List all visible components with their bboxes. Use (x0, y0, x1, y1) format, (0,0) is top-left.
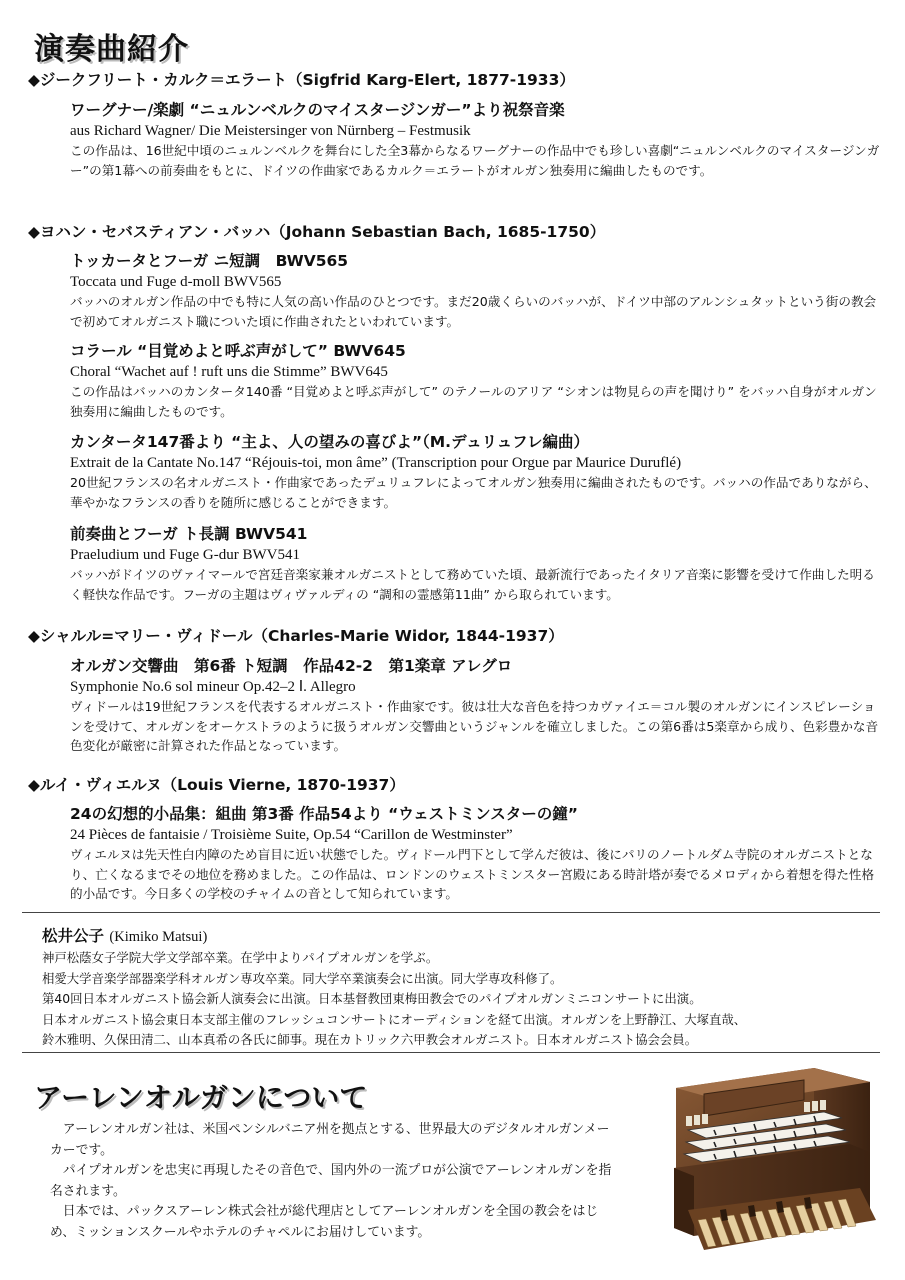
allen-paragraph: 日本では、パックスアーレン株式会社が総代理店としてアーレンオルガンを全国の教会をはじめ、ミッションスクールやホテルのチャペルにお届けしています。 (50, 1204, 599, 1240)
composer-heading: ◆シャルル=マリー・ヴィドール（Charles-Marie Widor, 1844-1937） (28, 627, 564, 645)
piece-block (70, 803, 880, 904)
piece-description: バッハのオルガン作品の中でも特に人気の高い作品のひとつです。まだ20歳くらいのバッハが、ドイツ中部のアルンシュタットという街の教会で初めてオルガニスト職についた頃に作曲されたといわれています。 (70, 294, 877, 329)
divider-line (22, 1052, 880, 1053)
composer-heading: ◆ジークフリート・カルク＝エラート（Sigfrid Karg-Elert, 1877-1933） (28, 71, 575, 89)
performer-name-en: (Kimiko Matsui) (109, 929, 208, 945)
piece-original-title: Symphonie No.6 sol mineur Op.42–2 Ⅰ. Allegro (70, 679, 356, 695)
piece-block (70, 655, 880, 756)
piece-description: この作品は、16世紀中頃のニュルンベルクを舞台にした全3幕からなるワーグナーの作品中でも珍しい喜劇“ニュルンベルクのマイスタージンガー”の第1幕への前奏曲をもとに、ドイツの作曲家であるカルク＝エラートがオルガン独奏用に編曲したものです。 (70, 143, 880, 178)
piece-title: カンタータ147番より “主よ、人の望みの喜びよ”（M.デュリュフレ編曲） (70, 433, 590, 451)
piece-original-title: 24 Pièces de fantaisie / Troisième Suite, Op.54 “Carillon de Westminster” (70, 827, 513, 843)
divider-line (22, 912, 880, 913)
page-title: 演奏曲紹介 (34, 32, 189, 67)
piece-block (70, 340, 880, 421)
performer-name-row (42, 925, 882, 948)
piece-description: バッハがドイツのヴァイマールで宮廷音楽家兼オルガニストとして務めていた頃、最新流行であったイタリア音楽に影響を受けて作曲した明るく軽快な作品です。フーガの主題はヴィヴァルディの “調和の霊感第11曲” から取られています。 (70, 567, 875, 602)
piece-description: 20世紀フランスの名オルガニスト・作曲家であったデュリュフレによってオルガン独奏用に編曲されたものです。バッハの作品でありながら、華やかなフランスの香りを随所に感じることができます。 (70, 475, 877, 510)
piece-block (70, 523, 880, 604)
allen-paragraph: アーレンオルガン社は、米国ペンシルバニア州を拠点とする、世界最大のデジタルオルガンメーカーです。 (50, 1122, 610, 1158)
piece-title: ワーグナー/楽劇 “ニュルンベルクのマイスタージンガー”より祝祭音楽 (70, 101, 565, 119)
bio-line: 神戸松蔭女子学院大学文学部卒業。在学中よりパイプオルガンを学ぶ。 (42, 950, 439, 965)
bio-line: 日本オルガニスト協会東日本支部主催のフレッシュコンサートにオーディションを経て出演。オルガンを上野静江、大塚直哉、 (42, 1011, 747, 1027)
performer-name: 松井公子 (42, 927, 105, 945)
piece-title: オルガン交響曲 第6番 ト短調 作品42-2 第1楽章 アレグロ (70, 657, 513, 675)
bio-line: 相愛大学音楽学部器楽学科オルガン専攻卒業。同大学卒業演奏会に出演。同大学専攻科修了。 (42, 970, 563, 986)
piece-original-title: Praeludium und Fuge G-dur BWV541 (70, 547, 300, 563)
bio-line: 鈴木雅明、久保田清二、山本真希の各氏に師事。現在カトリック六甲教会オルガニスト。日本オルガニスト協会会員。 (42, 1032, 698, 1047)
organ-console-image (664, 1060, 880, 1256)
piece-title: 24の幻想的小品集：組曲 第3番 作品54より “ウェストミンスターの鐘” (70, 805, 578, 823)
piece-title: トッカータとフーガ ニ短調 BWV565 (70, 252, 349, 270)
piece-original-title: Toccata und Fuge d-moll BWV565 (70, 274, 282, 290)
piece-block (70, 99, 880, 180)
allen-paragraph: パイプオルガンを忠実に再現したその音色で、国内外の一流プロが公演でアーレンオルガンを指名されます。 (50, 1163, 612, 1199)
piece-description: ヴィドールは19世紀フランスを代表するオルガニスト・作曲家です。彼は壮大な音色を持つカヴァイエ＝コル製のオルガンにインスピレーションを受けて、オルガンをオーケストラのように扱うオルガン交響曲というジャンルを確立しました。この第6番は5楽章から成り、色彩豊かな音色変化が厳密に計算された作品となっています。 (70, 699, 879, 753)
piece-original-title: Choral “Wachet auf ! ruft uns die Stimme” BWV645 (70, 364, 388, 380)
piece-title: コラール “目覚めよと呼ぶ声がして” BWV645 (70, 342, 406, 360)
piece-block (70, 250, 880, 331)
piece-original-title: Extrait de la Cantate No.147 “Réjouis-toi, mon âme” (Transcription pour Orgue par Maurice Duruflé) (70, 455, 682, 471)
piece-description: この作品はバッハのカンタータ140番 “目覚めよと呼ぶ声がして” のテノールのアリア “シオンは物見らの声を聞けり” をバッハ自身がオルガン独奏用に編曲したものです。 (70, 384, 877, 419)
piece-block (70, 431, 880, 512)
composer-heading: ◆ヨハン・セバスティアン・バッハ（Johann Sebastian Bach, 1685-1750） (28, 223, 606, 241)
composer-heading: ◆ルイ・ヴィエルヌ（Louis Vierne, 1870-1937） (28, 776, 405, 794)
piece-title: 前奏曲とフーガ ト長調 BWV541 (70, 525, 308, 543)
allen-section-title: アーレンオルガンについて (34, 1081, 368, 1114)
piece-original-title: aus Richard Wagner/ Die Meistersinger von Nürnberg – Festmusik (70, 123, 471, 139)
bio-line: 第40回日本オルガニスト協会新人演奏会に出演。日本基督教団東梅田教会でのパイプオルガンミニコンサートに出演。 (42, 991, 702, 1006)
piece-description: ヴィエルヌは先天性白内障のため盲目に近い状態でした。ヴィドール門下として学んだ彼は、後にパリのノートルダム寺院のオルガニストとなり、亡くなるまでその地位を務めました。この作品は、ロンドンのウェストミンスター宮殿にある時計塔が奏でるメロディから着想を得た性格的小品です。今日多くの学校のチャイムの音として知られています。 (70, 847, 875, 901)
allen-description (50, 1120, 620, 1243)
performer-bio (42, 925, 882, 1051)
